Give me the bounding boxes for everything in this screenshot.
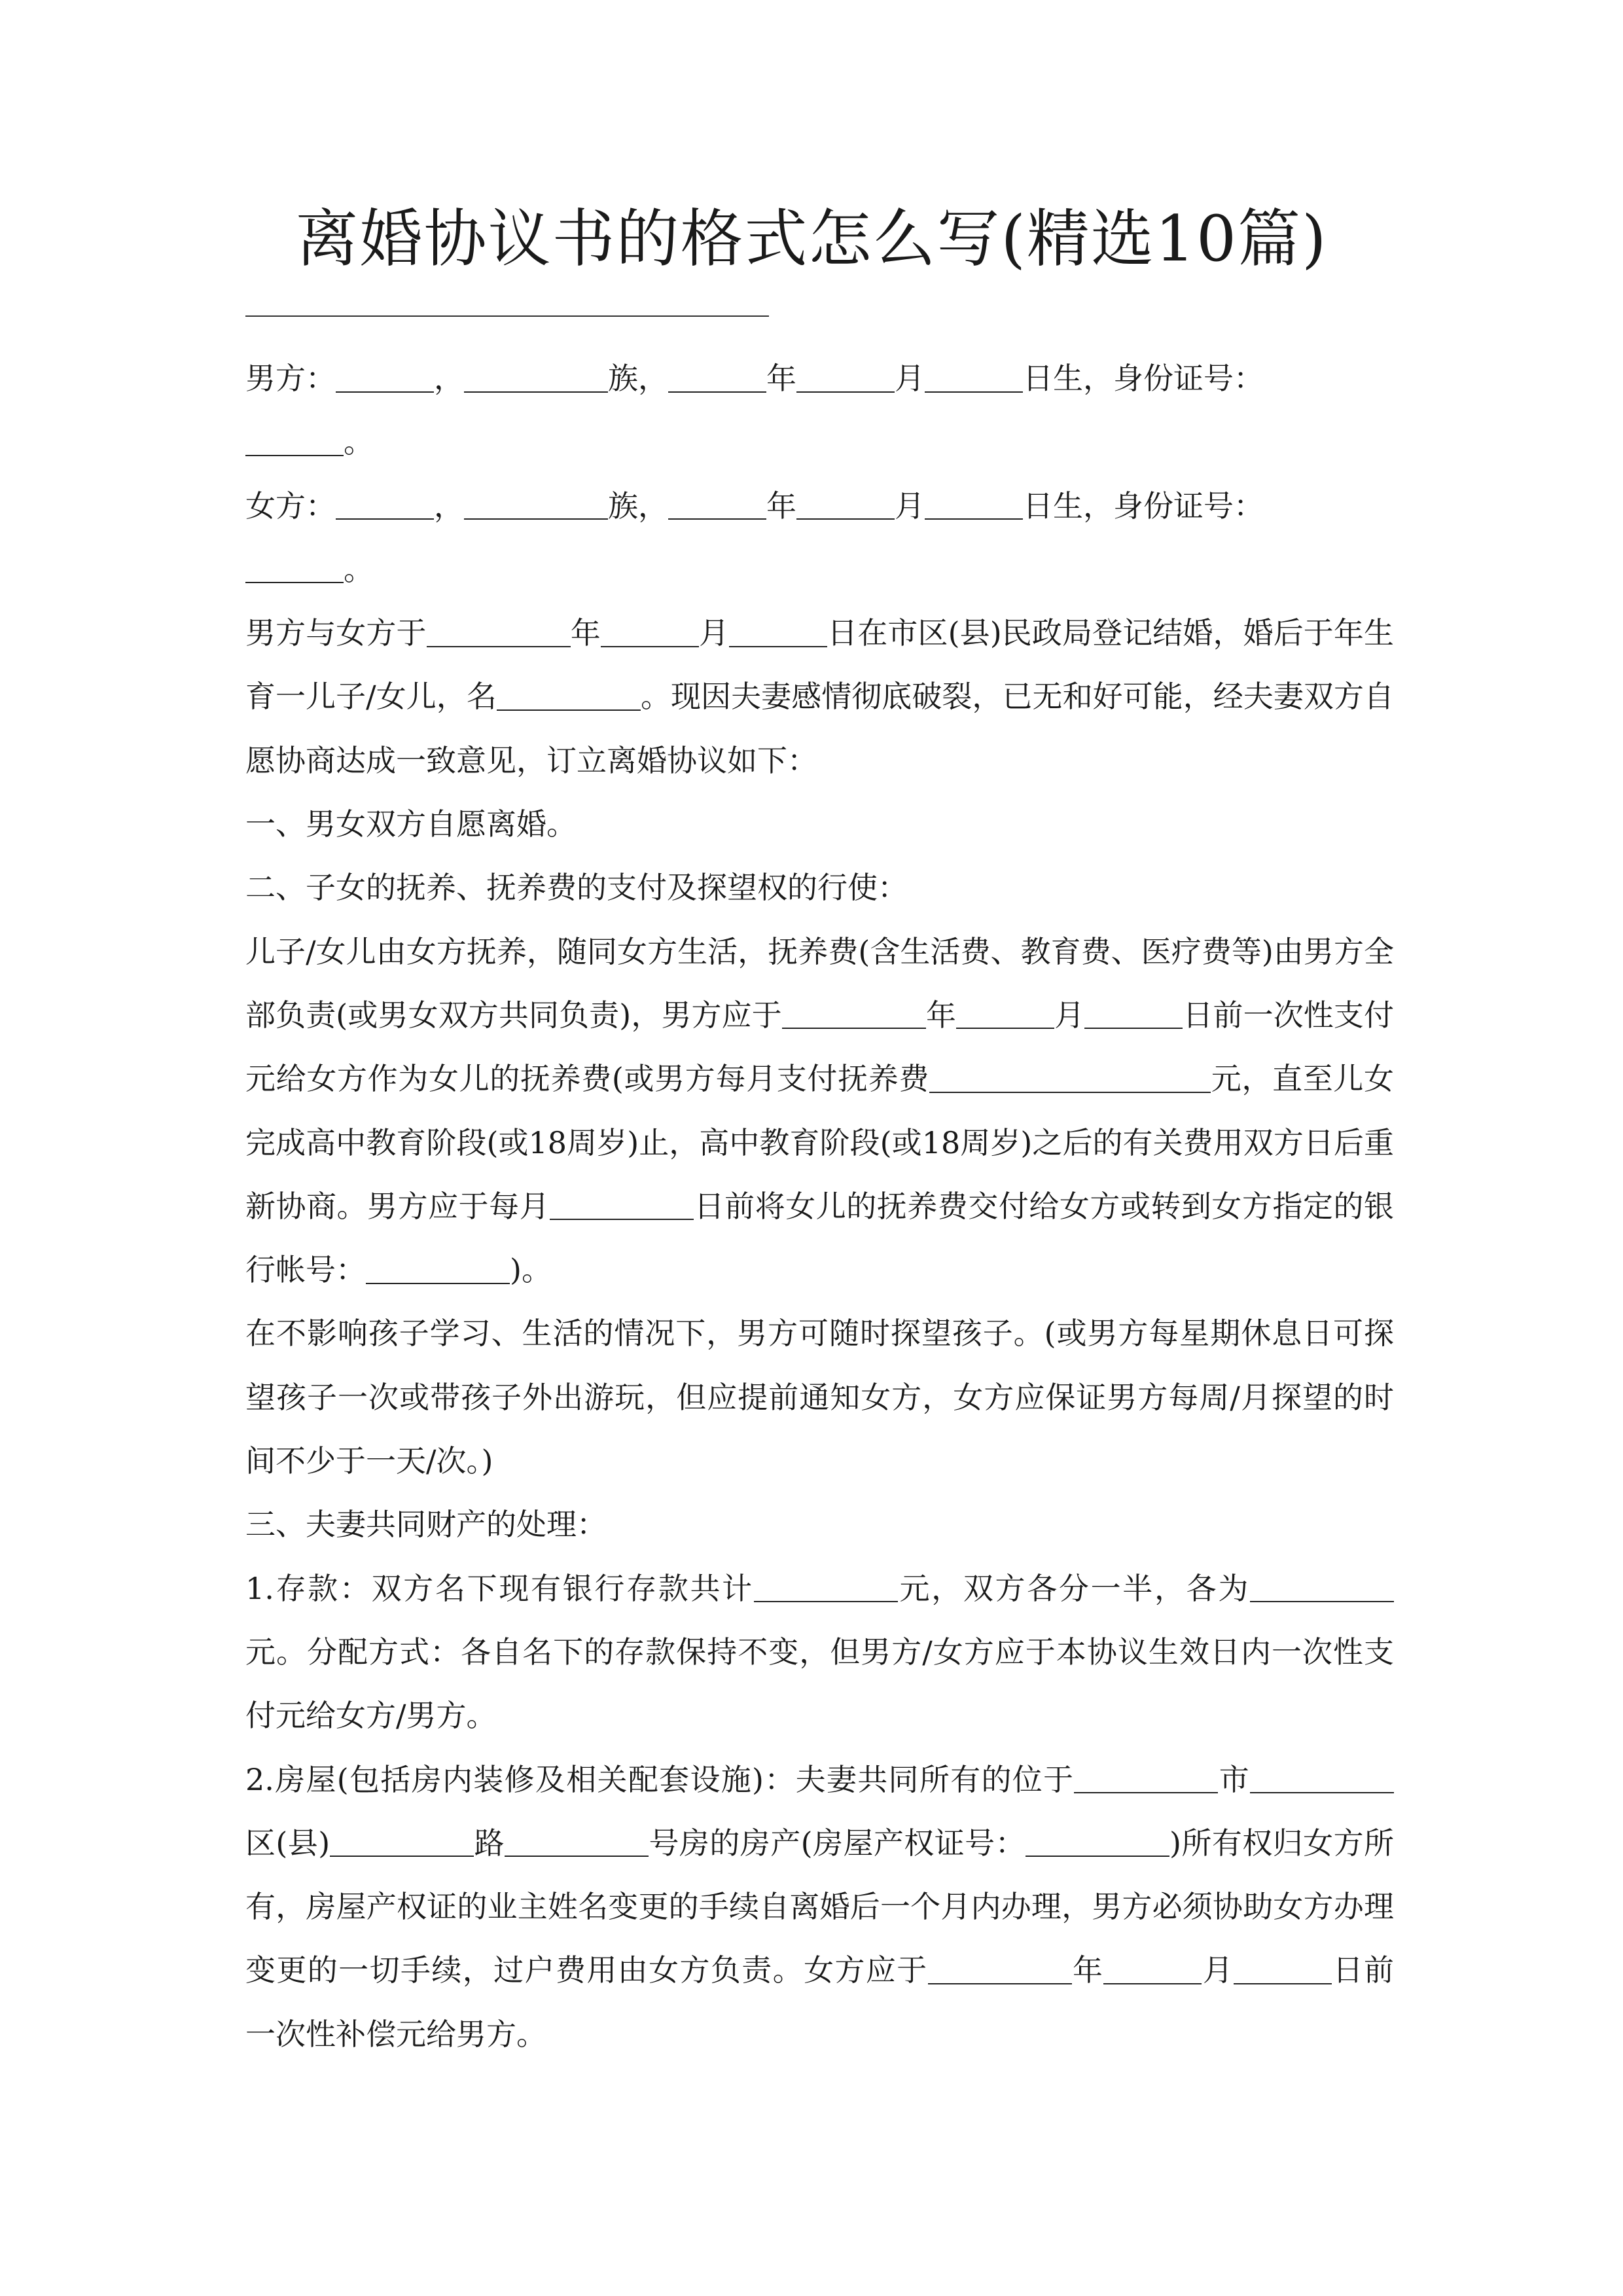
visitation-paragraph: 在不影响孩子学习、生活的情况下，男方可随时探望孩子。(或男方每星期休息日可探望孩子一次或带孩子外出游玩，但应提前通知女方，女方应保证男方每周/月探望的时间不少于一天/次。): [245, 1316, 1394, 1479]
year-label: 年: [766, 488, 796, 524]
man-ethnicity-blank: [464, 363, 608, 393]
house-district-blank: [1250, 1763, 1394, 1793]
deposit-text-2: 元，双方各分一半，各为: [897, 1570, 1251, 1606]
woman-ethnicity-blank: [464, 490, 608, 520]
house-day-blank: [1234, 1954, 1332, 1984]
year-label: 年: [766, 361, 796, 396]
man-year-blank: [668, 363, 766, 393]
document-title: 离婚协议书的格式怎么写(精选10篇): [295, 202, 1328, 276]
support-year-blank: [782, 999, 926, 1030]
woman-label: 女方：: [245, 488, 336, 524]
man-label: 男方：: [245, 361, 336, 396]
house-number-blank: [505, 1827, 649, 1857]
month-label: 月: [895, 361, 925, 396]
marriage-prefix: 男方与女方于: [245, 615, 427, 651]
section-3-heading: 三、夫妻共同财产的处理：: [245, 1507, 607, 1543]
house-month-blank: [1103, 1954, 1202, 1984]
house-city-blank: [1074, 1763, 1218, 1793]
man-day-blank: [925, 363, 1023, 393]
woman-name-blank: [336, 490, 434, 520]
house-year-blank: [928, 1954, 1072, 1984]
custody-text-4: 日前将女儿的抚养费交付给女方或转到女方指定的银行帐号：: [245, 1188, 1395, 1288]
man-name-blank: [336, 363, 434, 393]
marriage-month-blank: [601, 617, 699, 647]
year-label: 年: [570, 615, 601, 651]
month-label: 月: [1202, 1952, 1234, 1988]
district-label: 区(县): [245, 1825, 330, 1861]
city-label: 市: [1218, 1761, 1251, 1797]
child-name-blank: [497, 681, 641, 711]
title-underline: [245, 315, 769, 317]
house-paragraph: [245, 1748, 1394, 2066]
property-cert-blank: [1026, 1827, 1169, 1857]
marriage-year-blank: [427, 617, 571, 647]
section-1: 一、男女双方自愿离婚。: [245, 806, 577, 842]
section-2-heading: 二、子女的抚养、抚养费的支付及探望权的行使：: [245, 870, 908, 906]
woman-month-blank: [796, 490, 895, 520]
separator: ，: [434, 361, 464, 396]
house-text-3: )所有权归女方所有，房屋产权证的业主姓名变更的手续自离婚后一个月内办理，男方必须协助女方办理变更的一切手续，过户费用由女方负责。女方应于: [245, 1825, 1395, 1988]
ethnicity-label: 族，: [608, 361, 668, 396]
marriage-text: 日在市区(县)民政局登记结婚，婚后于年生育一儿子/女儿，名: [245, 615, 1395, 715]
monthly-day-blank: [550, 1191, 694, 1221]
month-label: 月: [1054, 997, 1085, 1033]
man-info-line: [245, 347, 1394, 475]
bank-account-blank: [366, 1254, 510, 1284]
man-id-blank: [245, 426, 344, 456]
house-road-blank: [330, 1827, 474, 1857]
month-label: 月: [698, 615, 730, 651]
year-label: 年: [925, 997, 957, 1033]
document-body: [245, 347, 1394, 2066]
custody-text-3: 元，直至儿女完成高中教育阶段(或18周岁)止，高中教育阶段(或18周岁)之后的有关费用双方日后重新协商。男方应于每月: [245, 1061, 1395, 1224]
deposit-text: 1.存款：双方名下现有银行存款共计: [245, 1570, 754, 1606]
marriage-text-end: 。现因夫妻感情彻底破裂，已无和好可能，经夫妻双方自愿协商达成一致意见，订立离婚协议如下：: [245, 679, 1395, 778]
period: 。: [344, 551, 374, 587]
birth-id-label: 日生，身份证号：: [1023, 361, 1264, 396]
house-text-2: 号房的房产(房屋产权证号：: [649, 1825, 1026, 1861]
separator: ，: [434, 488, 464, 524]
house-text-end: 日前一次性补偿元给男方。: [245, 1952, 1395, 2052]
road-label: 路: [474, 1825, 505, 1861]
woman-info-line: [245, 475, 1394, 602]
custody-paragraph: [245, 920, 1394, 1302]
deposit-total-blank: [754, 1572, 898, 1602]
woman-day-blank: [925, 490, 1023, 520]
deposit-text-3: 元。分配方式：各自名下的存款保持不变，但男方/女方应于本协议生效日内一次性支付元给女方/男方。: [245, 1634, 1394, 1734]
period: 。: [344, 424, 374, 460]
birth-id-label: 日生，身份证号：: [1023, 488, 1264, 524]
woman-id-blank: [245, 554, 344, 584]
support-month-blank: [956, 999, 1054, 1030]
custody-text: 儿子/女儿由女方抚养，随同女方生活，抚养费(含生活费、教育费、医疗费等)由男方全部负责(或男女双方共同负责)，男方应于: [245, 933, 1394, 1033]
ethnicity-label: 族，: [608, 488, 668, 524]
house-text: 2.房屋(包括房内装修及相关配套设施)：夫妻共同所有的位于: [245, 1761, 1075, 1797]
custody-text-end: )。: [510, 1252, 552, 1288]
year-label: 年: [1071, 1952, 1104, 1988]
deposit-paragraph: [245, 1557, 1394, 1748]
month-label: 月: [895, 488, 925, 524]
man-month-blank: [796, 363, 895, 393]
custody-text-2: 日前一次性支付元给女方作为女儿的抚养费(或男方每月支付抚养费: [245, 997, 1395, 1097]
marriage-day-blank: [729, 617, 827, 647]
marriage-paragraph: [245, 601, 1394, 793]
woman-year-blank: [668, 490, 766, 520]
support-day-blank: [1084, 999, 1183, 1030]
monthly-support-blank: [929, 1063, 1211, 1093]
deposit-half-blank: [1250, 1572, 1394, 1602]
